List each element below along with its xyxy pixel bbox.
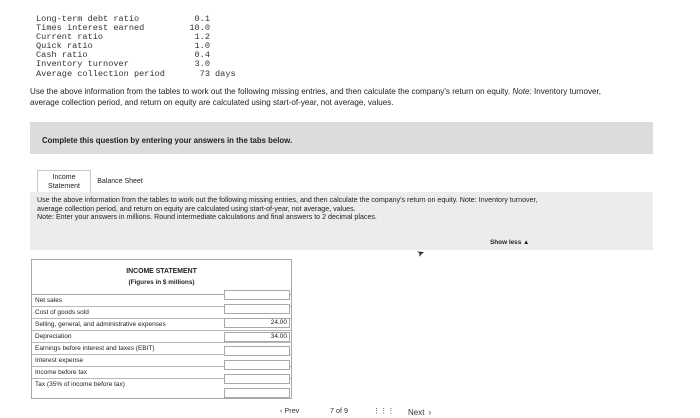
ratio-value: 0.1 xyxy=(194,14,210,24)
net-sales-input[interactable] xyxy=(224,290,290,300)
statement-line-net-sales: Net sales xyxy=(35,297,63,304)
ratio-label: Average collection period xyxy=(36,68,165,79)
panel-note-text: Inventory turnover, average collection period, and return on equity are calculated using start-of-year, not average, values. xyxy=(37,196,538,213)
ratio-value: 10.0 xyxy=(189,23,210,34)
intro-text: Use the above information from the tables to work out the following missing entries, and then calculate the company's return on equity. xyxy=(30,87,511,96)
next-label: Next xyxy=(408,408,425,417)
page-indicator xyxy=(330,406,348,415)
income-before-tax-input[interactable] xyxy=(224,374,290,384)
grid-icon[interactable]: ⋮⋮⋮ xyxy=(373,406,395,415)
ratio-value: 73 xyxy=(199,68,210,79)
sga-input[interactable]: 24.00 xyxy=(224,318,290,328)
statement-line-income-before-tax: Income before tax xyxy=(35,369,88,376)
ebit-input[interactable] xyxy=(224,346,290,356)
ratio-value: 1.0 xyxy=(194,41,210,52)
show-less-toggle[interactable] xyxy=(490,239,529,246)
ratio-value: 0.4 xyxy=(194,50,210,61)
ratio-table xyxy=(36,15,236,79)
instructions-text: Complete this question by entering your answers in the tabs below. xyxy=(42,136,293,145)
cogs-input[interactable] xyxy=(224,304,290,314)
statement-line-sga: Selling, general, and administrative expenses xyxy=(35,321,166,328)
intro-note-label: Note: xyxy=(512,87,532,96)
caret-up-icon: ▲ xyxy=(523,239,530,246)
ratio-unit: days xyxy=(215,68,236,79)
panel-note-label: Note: xyxy=(459,196,477,204)
chevron-right-icon: › xyxy=(428,408,432,417)
tax-input[interactable] xyxy=(224,388,290,398)
ratio-label: Times interest earned xyxy=(36,23,145,34)
statement-subtitle: (Figures in $ millions) xyxy=(128,279,195,286)
tab-balance-sheet[interactable]: Balance Sheet xyxy=(97,178,143,185)
depreciation-input[interactable]: 34.00 xyxy=(224,332,290,342)
statement-title: INCOME STATEMENT xyxy=(126,268,197,275)
ratio-row xyxy=(36,70,236,79)
page-total: 9 xyxy=(344,406,348,415)
statement-line-cogs: Cost of goods sold xyxy=(35,309,89,316)
show-less-label: Show less xyxy=(490,239,522,246)
panel-note2-label: Note: xyxy=(37,213,54,222)
statement-line-ebit: Earnings before interest and taxes (EBIT) xyxy=(35,345,155,352)
panel-note2-text: Enter your answers in millions. Round intermediate calculations and final answers to 2 decimal places. xyxy=(55,213,377,222)
page-of: of xyxy=(336,406,342,415)
page-current: 7 xyxy=(330,406,334,415)
question-intro xyxy=(30,87,630,108)
statement-line-tax: Tax (35% of income before tax) xyxy=(35,381,125,388)
panel-text: Use the above information from the tables to work out the following missing entries, and then calculate the company's return on equity. xyxy=(37,196,458,204)
prev-button[interactable] xyxy=(280,406,299,415)
tab-income-statement[interactable]: Income Statement xyxy=(37,170,91,194)
intro-note-text: Inventory turnover, average collection period, and return on equity are calculated using start-of-year, not average, values. xyxy=(30,87,601,107)
next-button[interactable] xyxy=(408,408,431,417)
ratio-label: Quick ratio xyxy=(36,41,93,52)
tab-panel xyxy=(30,192,653,250)
chevron-left-icon: ‹ xyxy=(280,406,283,415)
panel-instructions xyxy=(37,196,542,222)
ratio-label: Long-term debt ratio xyxy=(36,14,140,24)
ratio-label: Current ratio xyxy=(36,32,104,43)
ratio-label: Inventory turnover xyxy=(36,59,129,70)
interest-input[interactable] xyxy=(224,360,290,370)
instructions-bar xyxy=(30,122,653,154)
ratio-label: Cash ratio xyxy=(36,50,88,61)
mouse-cursor-icon: ➤ xyxy=(415,247,426,260)
prev-label: Prev xyxy=(284,406,300,415)
ratio-value: 3.0 xyxy=(194,59,210,70)
ratio-value: 1.2 xyxy=(194,32,210,43)
statement-line-depreciation: Depreciation xyxy=(35,333,72,340)
statement-line-interest: Interest expense xyxy=(35,357,84,364)
